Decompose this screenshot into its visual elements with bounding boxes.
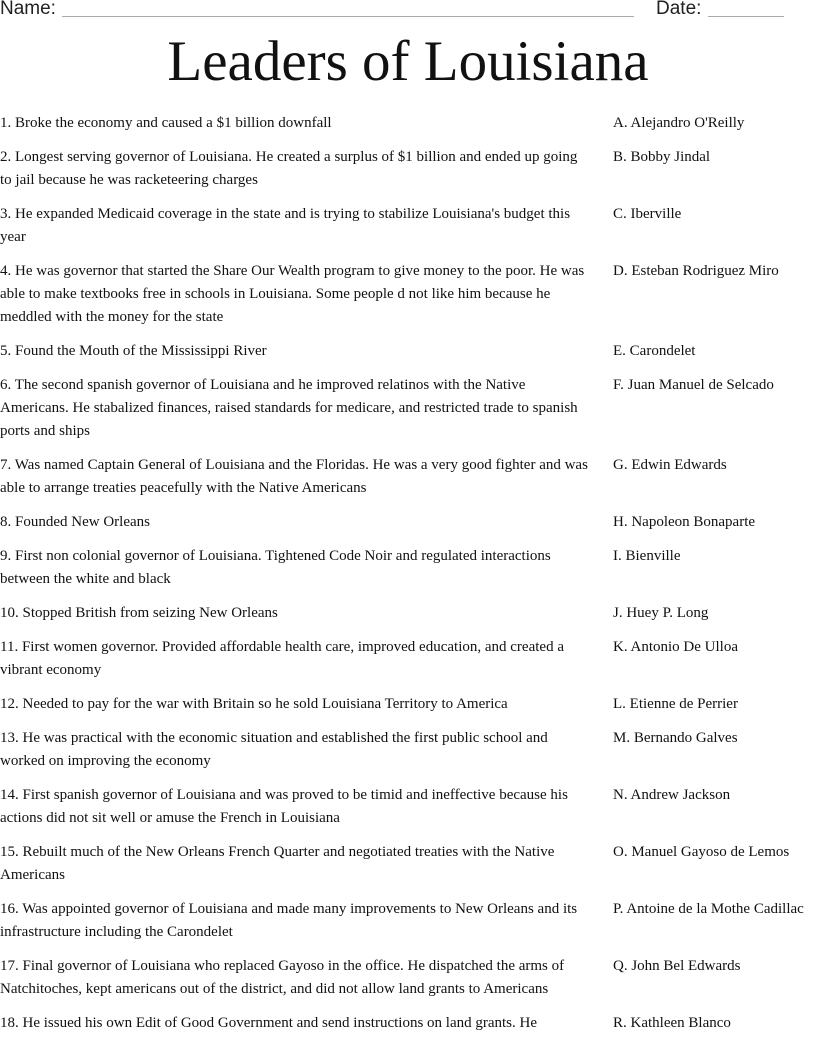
answer-choice: O. Manuel Gayoso de Lemos	[613, 844, 790, 860]
question: 3. He expanded Medicaid coverage in the state and is trying to stabilize Louisiana's budget this year	[0, 206, 571, 245]
answer-choice: A. Alejandro O'Reilly	[613, 115, 745, 131]
answer-choice: Q. John Bel Edwards	[613, 958, 741, 974]
matching-row	[0, 340, 816, 363]
matching-row	[0, 602, 816, 625]
matching-row	[0, 693, 816, 716]
question: 14. First spanish governor of Louisiana and was proved to be timid and ineffective because his actions did not sit well or amuse the French in Louisiana	[0, 787, 568, 826]
answer-choice: M. Bernando Galves	[613, 730, 738, 746]
worksheet-header	[0, 0, 816, 24]
date-line	[708, 16, 784, 17]
page-title: Leaders of Louisiana	[167, 30, 649, 93]
question: 13. He was practical with the economic situation and established the first public school and worked on improving the economy	[0, 730, 548, 769]
matching-row	[0, 374, 816, 443]
answer-choice: R. Kathleen Blanco	[613, 1015, 731, 1031]
matching-row	[0, 146, 816, 192]
answer-choice: P. Antoine de la Mothe Cadillac	[613, 901, 804, 917]
matching-row	[0, 636, 816, 682]
name-line	[62, 16, 634, 17]
matching-row	[0, 727, 816, 773]
matching-row	[0, 260, 816, 329]
matching-list	[0, 112, 816, 1046]
question: 16. Was appointed governor of Louisiana and made many improvements to New Orleans and its infrastructure including the Carondelet	[0, 901, 578, 940]
date-label: Date:	[656, 0, 702, 19]
matching-row	[0, 454, 816, 500]
name-label: Name:	[0, 0, 56, 19]
matching-row	[0, 784, 816, 830]
question: 12. Needed to pay for the war with Britain so he sold Louisiana Territory to America	[0, 696, 508, 712]
question: 2. Longest serving governor of Louisiana. He created a surplus of $1 billion and ended up going to jail because he was racketeering charges	[0, 149, 578, 188]
answer-choice: I. Bienville	[613, 548, 681, 564]
question: 15. Rebuilt much of the New Orleans French Quarter and negotiated treaties with the Native Americans	[0, 844, 555, 883]
answer-choice: E. Carondelet	[613, 343, 696, 359]
matching-row	[0, 112, 816, 135]
matching-row	[0, 545, 816, 591]
answer-choice: J. Huey P. Long	[613, 605, 709, 621]
matching-row	[0, 511, 816, 534]
question: 9. First non colonial governor of Louisiana. Tightened Code Noir and regulated interactions between the white and black	[0, 548, 551, 587]
question: 6. The second spanish governor of Louisiana and he improved relatinos with the Native Americans. He stabalized finances, raised standards for medicare, and restricted trade to spanish ports and ships	[0, 377, 578, 439]
matching-row	[0, 1012, 816, 1035]
question: 17. Final governor of Louisiana who replaced Gayoso in the office. He dispatched the arms of Natchitoches, kept americans out of the district, and did not allow land grants to Americans	[0, 958, 565, 997]
question: 8. Founded New Orleans	[0, 514, 150, 530]
matching-row	[0, 955, 816, 1001]
question: 10. Stopped British from seizing New Orleans	[0, 605, 278, 621]
question: 1. Broke the economy and caused a $1 billion downfall	[0, 115, 332, 131]
matching-row	[0, 841, 816, 887]
question: 11. First women governor. Provided affordable health care, improved education, and created a vibrant economy	[0, 639, 564, 678]
question: 4. He was governor that started the Share Our Wealth program to give money to the poor. He was able to make textbooks free in schools in Louisiana. Some people d not like him because he meddled with the money for the state	[0, 263, 585, 325]
answer-choice: D. Esteban Rodriguez Miro	[613, 263, 779, 279]
answer-choice: B. Bobby Jindal	[613, 149, 711, 165]
matching-row	[0, 203, 816, 249]
question: 7. Was named Captain General of Louisiana and the Floridas. He was a very good fighter and was able to arrange treaties peacefully with the Native Americans	[0, 457, 588, 496]
answer-choice: C. Iberville	[613, 206, 682, 222]
answer-choice: F. Juan Manuel de Selcado	[613, 377, 774, 393]
answer-choice: G. Edwin Edwards	[613, 457, 727, 473]
answer-choice: K. Antonio De Ulloa	[613, 639, 738, 655]
question: 18. He issued his own Edit of Good Government and send instructions on land grants. He	[0, 1015, 538, 1031]
answer-choice: N. Andrew Jackson	[613, 787, 731, 803]
answer-choice: L. Etienne de Perrier	[613, 696, 738, 712]
matching-row	[0, 898, 816, 944]
answer-choice: H. Napoleon Bonaparte	[613, 514, 756, 530]
question: 5. Found the Mouth of the Mississippi River	[0, 343, 267, 359]
